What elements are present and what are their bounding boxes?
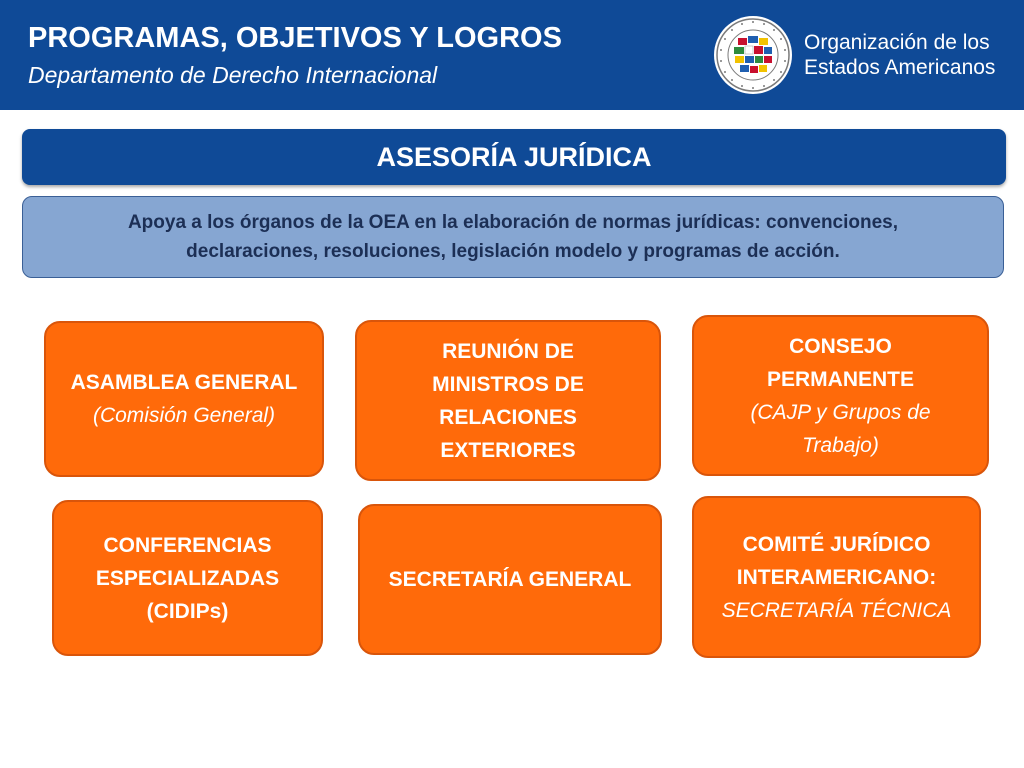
page-title: PROGRAMAS, OBJETIVOS Y LOGROS bbox=[28, 22, 562, 54]
section-title: ASESORÍA JURÍDICA bbox=[22, 129, 1006, 185]
reunion-ministros-box bbox=[355, 320, 661, 481]
page-subtitle: Departamento de Derecho Internacional bbox=[28, 62, 438, 88]
box-label-line2: MINISTROS DE bbox=[432, 372, 584, 396]
box-note: (Comisión General) bbox=[92, 404, 276, 427]
description-box bbox=[22, 196, 1004, 278]
conferencias-especializadas-box bbox=[52, 500, 323, 656]
comite-juridico-box bbox=[692, 496, 981, 658]
box-label-line4: EXTERIORES bbox=[440, 438, 576, 462]
secretaria-general-box bbox=[358, 504, 662, 655]
box-label: SECRETARÍA GENERAL bbox=[388, 568, 632, 591]
box-note-line2: Trabajo) bbox=[802, 433, 879, 457]
asamblea-general-box bbox=[44, 321, 324, 477]
box-label-line3: (CIDIPs) bbox=[146, 599, 229, 623]
description-line1: Apoya a los órganos de la OEA en la elaboración de normas jurídicas: convenciones, bbox=[127, 212, 899, 233]
organization-name-line1: Organización de los bbox=[804, 31, 990, 54]
header-banner bbox=[0, 0, 1024, 110]
box-label-line2: PERMANENTE bbox=[766, 367, 914, 391]
box-note: SECRETARÍA TÉCNICA bbox=[721, 598, 952, 622]
box-label-line1: COMITÉ JURÍDICO bbox=[742, 532, 931, 556]
box-label-line3: RELACIONES bbox=[439, 405, 577, 429]
box-label: ASAMBLEA GENERAL bbox=[70, 371, 298, 394]
box-label-line1: REUNIÓN DE bbox=[442, 339, 574, 363]
consejo-permanente-box bbox=[692, 315, 989, 476]
box-label-line2: INTERAMERICANO: bbox=[736, 565, 937, 589]
organization-name bbox=[804, 30, 995, 80]
organization-name-line2: Estados Americanos bbox=[804, 56, 996, 79]
oas-seal-icon bbox=[714, 16, 792, 94]
box-label-line1: CONFERENCIAS bbox=[103, 533, 272, 557]
box-note-line1: (CAJP y Grupos de bbox=[750, 400, 931, 424]
box-label-line2: ESPECIALIZADAS bbox=[95, 566, 280, 590]
description-line2: declaraciones, resoluciones, legislación modelo y programas de acción. bbox=[186, 241, 840, 262]
box-label-line1: CONSEJO bbox=[789, 334, 892, 358]
